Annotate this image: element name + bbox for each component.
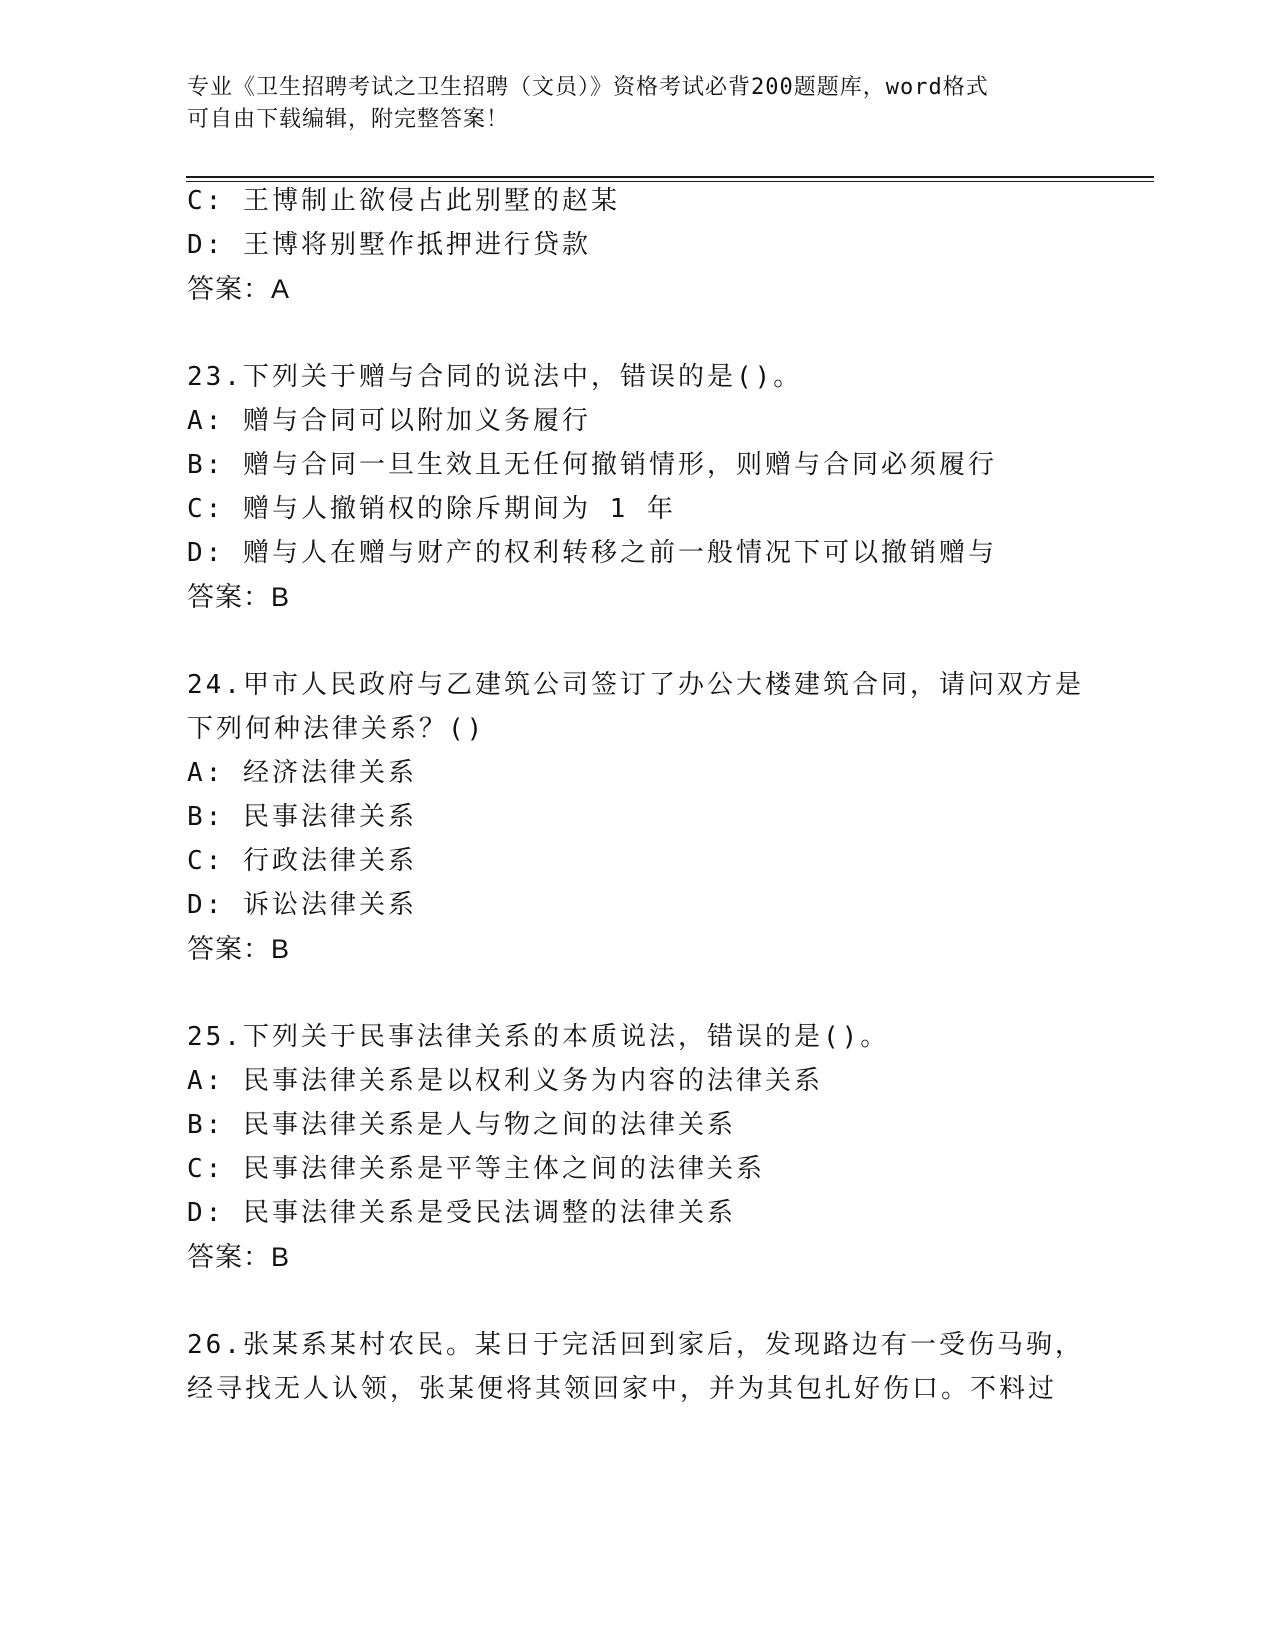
q26-stem-line-1: 26.张某系某村农民。某日于完活回到家后，发现路边有一受伤马驹， xyxy=(187,1330,1084,1360)
q25-option-c: C: 民事法律关系是平等主体之间的法律关系 xyxy=(187,1154,765,1184)
header-line-1: 专业《卫生招聘考试之卫生招聘（文员）》资格考试必背200题题库，word格式 xyxy=(187,75,989,100)
prev-option-d: D: 王博将别墅作抵押进行贷款 xyxy=(187,230,591,260)
prev-option-c: C: 王博制止欲侵占此别墅的赵某 xyxy=(187,186,620,216)
q24-option-a: A: 经济法律关系 xyxy=(187,758,417,788)
q25-stem: 25.下列关于民事法律关系的本质说法，错误的是()。 xyxy=(187,1022,890,1052)
q23-answer: 答案：B xyxy=(187,582,291,612)
q24-stem-line-1: 24.甲市人民政府与乙建筑公司签订了办公大楼建筑合同，请问双方是 xyxy=(187,670,1084,700)
q23-option-a: A: 赠与合同可以附加义务履行 xyxy=(187,406,591,436)
q24-answer: 答案：B xyxy=(187,934,291,964)
q23-option-d: D: 赠与人在赠与财产的权利转移之前一般情况下可以撤销赠与 xyxy=(187,538,997,568)
q23-option-c: C: 赠与人撤销权的除斥期间为 1 年 xyxy=(187,494,676,524)
q23-option-b: B: 赠与合同一旦生效且无任何撤销情形，则赠与合同必须履行 xyxy=(187,450,997,480)
q25-option-b: B: 民事法律关系是人与物之间的法律关系 xyxy=(187,1110,736,1140)
q24-option-c: C: 行政法律关系 xyxy=(187,846,417,876)
q25-option-a: A: 民事法律关系是以权利义务为内容的法律关系 xyxy=(187,1066,823,1096)
q25-option-d: D: 民事法律关系是受民法调整的法律关系 xyxy=(187,1198,736,1228)
header-rule-thick xyxy=(186,176,1154,178)
q26-stem-line-2: 经寻找无人认领，张某便将其领回家中，并为其包扎好伤口。不料过 xyxy=(187,1374,1058,1404)
q24-stem-line-2: 下列何种法律关系？() xyxy=(187,714,486,744)
page-header xyxy=(187,72,1087,136)
q24-option-d: D: 诉讼法律关系 xyxy=(187,890,417,920)
q25-answer: 答案：B xyxy=(187,1242,291,1272)
q24-option-b: B: 民事法律关系 xyxy=(187,802,417,832)
header-line-2: 可自由下载编辑，附完整答案！ xyxy=(187,107,510,132)
prev-answer: 答案：A xyxy=(187,274,291,304)
header-rule-thin xyxy=(186,181,1154,182)
q23-stem: 23.下列关于赠与合同的说法中，错误的是()。 xyxy=(187,362,803,392)
